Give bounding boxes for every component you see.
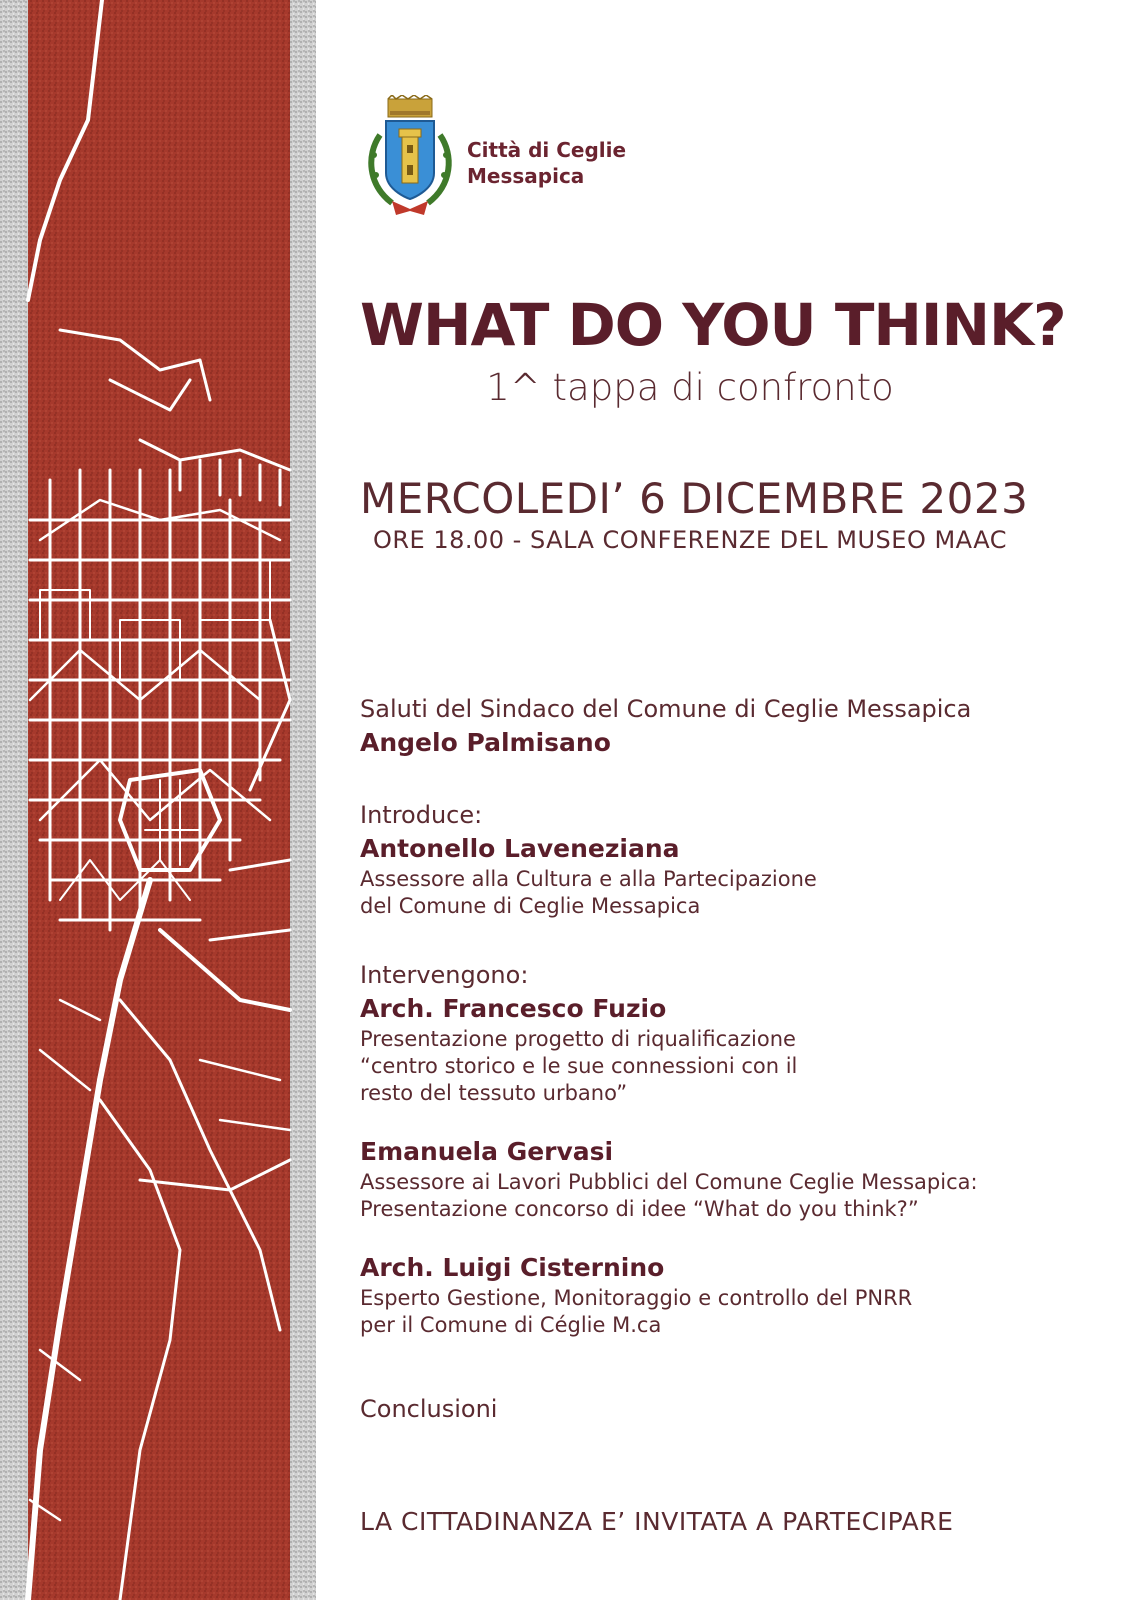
speaker2-name: Emanuela Gervasi <box>360 1137 614 1166</box>
event-title: WHAT DO YOU THINK? <box>360 291 1066 359</box>
intro-name: Antonello Laveneziana <box>360 834 680 863</box>
speaker2-desc-line1: Assessore ai Lavori Pubblici del Comune Ceglie Messapica: <box>360 1170 978 1194</box>
coat-of-arms-icon <box>362 95 458 221</box>
speaker1-desc-line1: Presentazione progetto di riqualificazione <box>360 1027 796 1051</box>
city-name-line1: Città di Ceglie <box>467 138 627 162</box>
speaker3-desc-line2: per il Comune di Céglie M.ca <box>360 1313 662 1337</box>
greeting-name: Angelo Palmisano <box>360 728 611 757</box>
speaker2-desc-line2: Presentazione concorso di idee “What do you think?” <box>360 1197 919 1221</box>
event-date: MERCOLEDI’ 6 DICEMBRE 2023 <box>360 474 1029 523</box>
speaker3-desc-line1: Esperto Gestione, Monitoraggio e controllo del PNRR <box>360 1286 913 1310</box>
city-name-line2: Messapica <box>467 164 585 188</box>
greeting-label: Saluti del Sindaco del Comune di Ceglie Messapica <box>360 695 972 723</box>
street-map-illustration <box>0 0 316 1600</box>
speaker3-name: Arch. Luigi Cisternino <box>360 1253 665 1282</box>
intro-desc-line2: del Comune di Ceglie Messapica <box>360 894 701 918</box>
speaker1-name: Arch. Francesco Fuzio <box>360 994 667 1023</box>
conclusion-label: Conclusioni <box>360 1395 498 1423</box>
track-map-graphic <box>0 0 316 1600</box>
city-name <box>467 137 626 189</box>
invitation-line: LA CITTADINANZA E’ INVITATA A PARTECIPARE <box>360 1507 954 1536</box>
speaker1-desc-line2: “centro storico e le sue connessioni con il <box>360 1054 798 1078</box>
event-subtitle: 1^ tappa di confronto <box>486 366 894 409</box>
speaker1-desc-line3: resto del tessuto urbano” <box>360 1081 628 1105</box>
event-time-place: ORE 18.00 - SALA CONFERENZE DEL MUSEO MAAC <box>372 526 1008 554</box>
speakers-label: Intervengono: <box>360 961 529 989</box>
program-section <box>360 692 1100 1339</box>
intro-label: Introduce: <box>360 801 483 829</box>
intro-desc-line1: Assessore alla Cultura e alla Partecipazione <box>360 867 817 891</box>
